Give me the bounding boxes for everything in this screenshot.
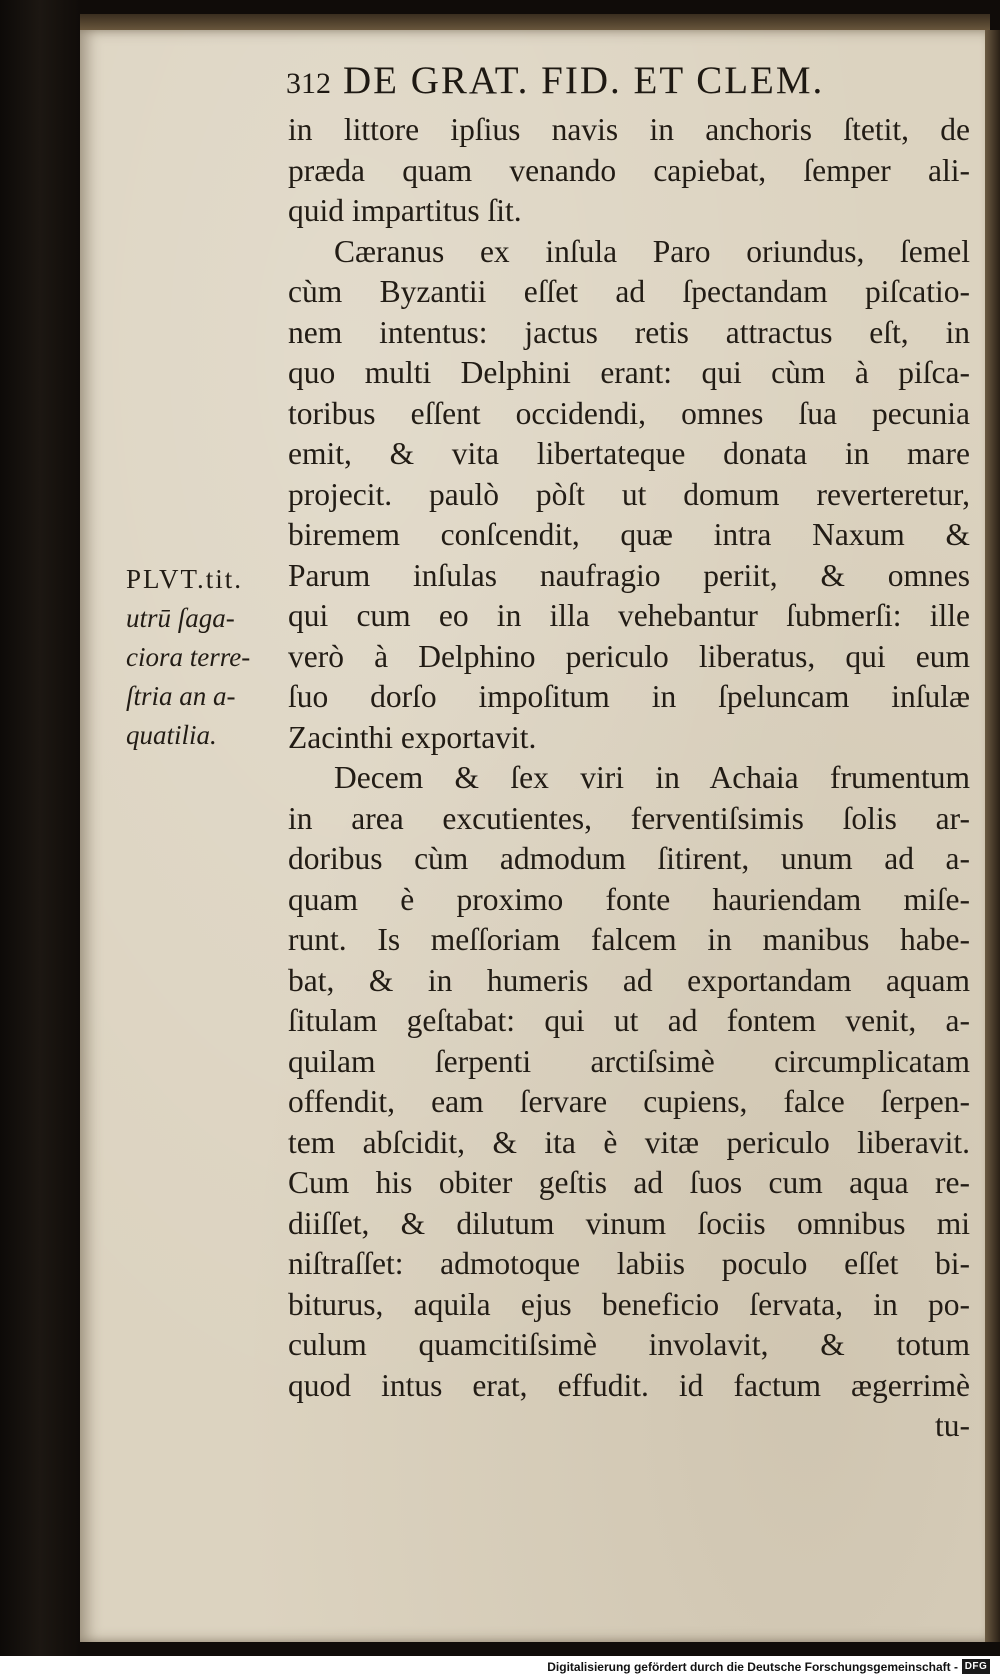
catchword: tu- [935, 1408, 970, 1443]
text-line: quilam ſerpenti arctiſsimè circumplicatam [288, 1043, 970, 1079]
text-line: biturus, aquila ejus beneficio ſervata, in po- [288, 1286, 970, 1322]
text-line: qui cum eo in illa vehebantur ſubmerſi: ille [288, 598, 970, 633]
body-text [288, 110, 970, 1447]
page-number: 312 [286, 67, 331, 100]
text-line: doribus cùm admodum ſitirent, unum ad a- [288, 841, 970, 876]
text-line: niſtraſſet: admotoque labiis poculo eſſet bi- [288, 1246, 970, 1281]
text-line: culum quamcitiſsimè involavit, & totum [288, 1327, 970, 1362]
text-line: quid impartitus ſit. [288, 193, 522, 228]
text-line: ſuo dorſo impoſitum in ſpeluncam inſulæ [288, 679, 970, 714]
margin-note-line: quatilia. [126, 720, 217, 750]
text-line: biremem conſcendit, quæ intra Naxum & [288, 517, 970, 552]
margin-note-line: ciora terre- [126, 642, 251, 672]
text-line: in littore ipſius navis in anchoris ſtetit, de [288, 112, 970, 147]
margin-note-line: utrū ſaga- [126, 603, 235, 633]
text-line: in area excutientes, ferventiſsimis ſolis ar- [288, 800, 970, 836]
book-right-edge [985, 30, 1000, 1642]
text-line: quo multi Delphini erant: qui cùm à piſca- [288, 355, 970, 390]
text-line: verò à Delphino periculo liberatus, qui eum [288, 638, 970, 674]
margin-note-line: PLVT.tit. [126, 564, 244, 594]
text-line: quam è proximo fonte hauriendam miſe- [288, 881, 970, 917]
margin-note-line: ſtria an a- [126, 681, 236, 711]
text-line: offendit, eam ſervare cupiens, falce ſerpen- [288, 1084, 970, 1119]
text-line: Zacinthi exportavit. [288, 719, 537, 755]
margin-note [126, 560, 276, 755]
text-line: runt. Is meſſoriam falcem in manibus habe- [288, 922, 970, 957]
text-line: nem intentus: jactus retis attractus eſt, in [288, 314, 970, 350]
text-line: præda quam venando capiebat, ſemper ali- [288, 152, 970, 188]
running-title: DE GRAT. FID. ET CLEM. [343, 59, 825, 102]
text-line: tem abſcidit, & ita è vitæ periculo liberavit. [288, 1124, 970, 1160]
text-line: Cum his obiter geſtis ad ſuos cum aqua re- [288, 1165, 970, 1200]
text-line: emit, & vita libertateque donata in mare [288, 436, 970, 471]
dfg-logo: DFG [962, 1659, 990, 1674]
text-line: bat, & in humeris ad exportandam aquam [288, 962, 970, 998]
text-line: cùm Byzantii eſſet ad ſpectandam piſcatio- [288, 274, 970, 309]
text-line: projecit. paulò pòſt ut domum reverteretur, [288, 476, 970, 512]
running-header [286, 58, 966, 104]
text-line: Cæranus ex inſula Paro oriundus, ſemel [334, 233, 970, 269]
digitization-credit: Digitalisierung gefördert durch die Deutsche Forschungsgemeinschaft - [547, 1660, 958, 1674]
text-line: Parum inſulas naufragio periit, & omnes [288, 557, 970, 593]
text-line: toribus eſſent occidendi, omnes ſua pecunia [288, 395, 970, 431]
text-line: ſitulam geſtabat: qui ut ad fontem venit, a- [288, 1003, 970, 1038]
text-line: quod intus erat, effudit. id factum ægerrimè [288, 1367, 970, 1403]
text-line: Decem & ſex viri in Achaia frumentum [334, 760, 970, 795]
text-line: diiſſet, & dilutum vinum ſociis omnibus mi [288, 1205, 970, 1241]
